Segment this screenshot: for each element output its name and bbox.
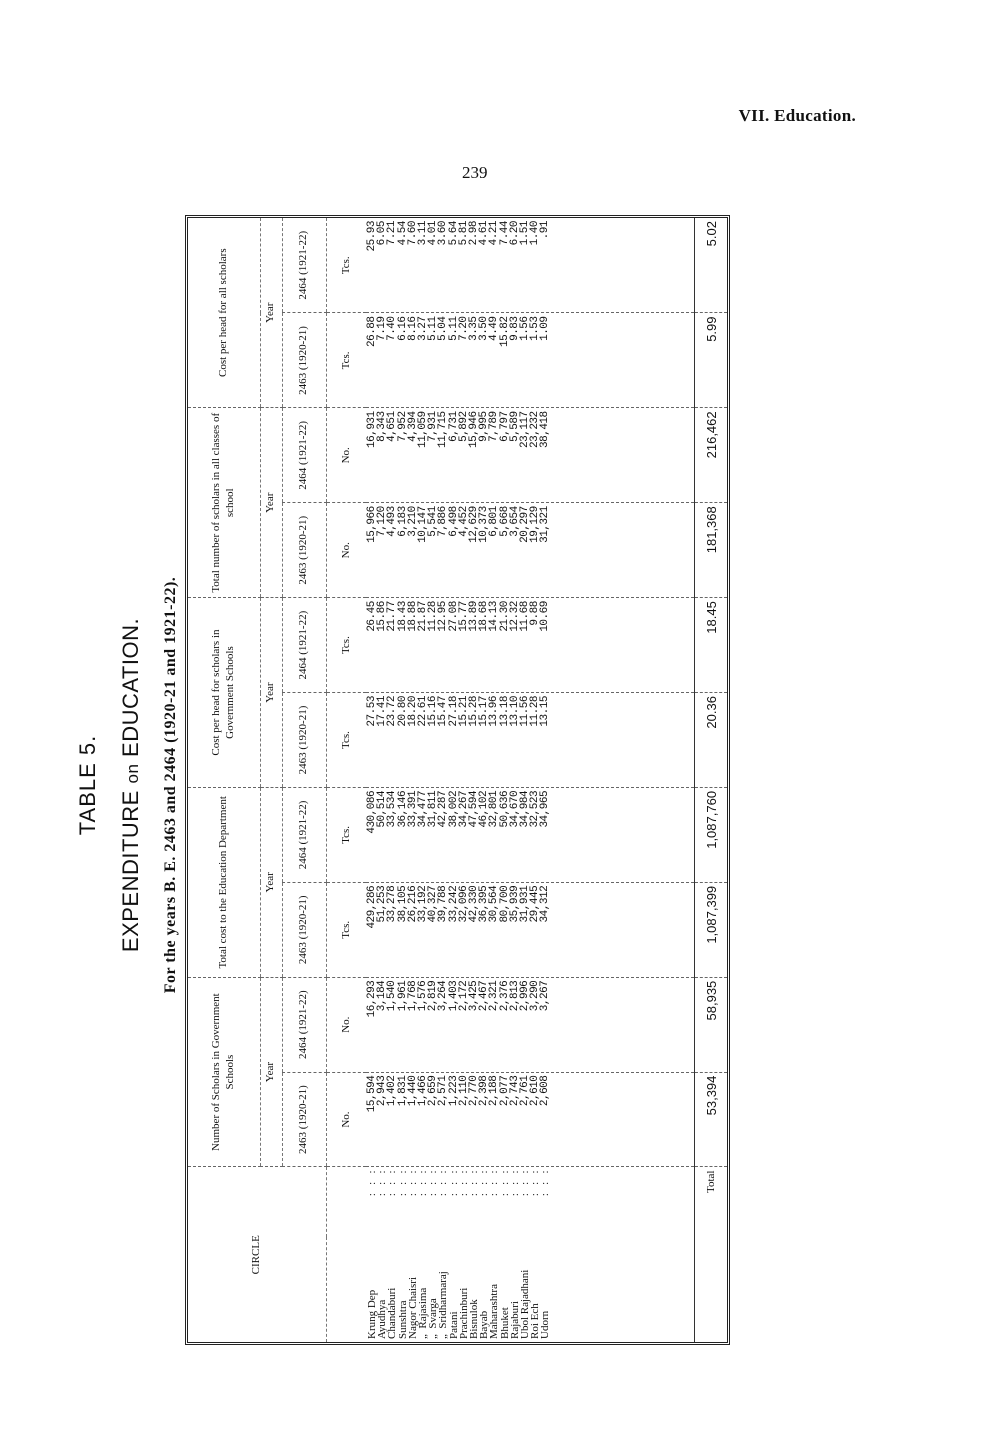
total-cost-2463: 1,087,399 (695, 882, 728, 977)
data-body-row (366, 218, 695, 1342)
year-label: Year (260, 598, 282, 788)
total-label: Total (695, 1167, 728, 1237)
expenditure-table (188, 218, 727, 1342)
unit-label: Tcs. (326, 787, 366, 882)
year-header-2464: 2464 (1921-22) (282, 977, 326, 1072)
cost-head-all-2463-column: 26.88 7.19 7.40 6.16 8.16 3.27 5.11 5.04 5.11 7.20 3.35 3.50 4.49 15.82 9.83 1.56 1.53 1.09 (366, 313, 695, 408)
year-header-2463: 2463 (1920-21) (282, 503, 326, 598)
page-number: 239 (462, 163, 488, 182)
year-header-2464: 2464 (1921-22) (297, 230, 310, 300)
total-cost-head-gov-2464: 18.45 (695, 598, 728, 693)
unit-label: No. (326, 408, 366, 503)
circle-names-column: Krung Dep Ayudhya Chandaburi Sunshtra Nagor Chaisri „ Rajasima „ Svarga „ Sridharmaraj Patani Prachinburi Bisnulok Bayab Maharashtra Bhuket Rajaburi Ubol Rajadhani Roi Ech Udorn (366, 1269, 552, 1339)
group-header-scholars-all: Total number of scholars in all classes of school (188, 408, 260, 598)
year-header-2464: 2464 (1921-22) (282, 598, 326, 693)
unit-label: Tcs. (326, 598, 366, 693)
total-cost-2464-column: 430,086 50,514 33,534 36,146 33,391 34,477 31,811 42,287 38,002 34,267 47,594 46,102 32,801 50,636 34,670 34,984 32,523 34,965 (366, 787, 695, 882)
total-scholars-gov-2464: 58,935 (695, 977, 728, 1072)
scholars-gov-2464-column: 16,293 3,184 1,540 1,961 1,768 1,576 2,819 3,264 1,403 2,172 3,425 2,467 2,321 2,376 2,813 2,996 3,290 3,267 (366, 977, 695, 1072)
unit-label: Tcs. (326, 313, 366, 408)
total-cost-head-all-2463: 5.99 (695, 313, 728, 408)
unit-label: Tcs. (326, 693, 366, 788)
unit-label: Tcs. (340, 256, 353, 275)
circle-header: CIRCLE (188, 1167, 326, 1342)
scholars-all-2464-column: 16,931 8,343 4,651 7,952 4,394 11,059 7,931 11,715 6,731 5,892 15,946 9,995 7,789 6,797 5,589 23,117 23,232 38,418 (366, 408, 695, 503)
group-header-scholars-gov: Number of Scholars in Government Schools (188, 977, 260, 1167)
group-header-total-cost: Total cost to the Education Department (188, 787, 260, 977)
title-word-on: on (123, 763, 142, 784)
total-scholars-gov-2463: 53,394 (695, 1072, 728, 1167)
title-word-expenditure: EXPENDITURE (118, 790, 143, 953)
group-header-cost-head-gov: Cost per head for scholars in Government Schools (188, 598, 260, 788)
total-cost-head-gov-2463: 20.36 (695, 693, 728, 788)
total-cost-2464: 1,087,760 (695, 787, 728, 882)
cost-head-gov-2464-column: 26.45 15.86 21.77 18.43 18.88 21.87 11.28 12.95 27.08 15.77 13.89 18.68 14.13 21.30 12.32 11.68 9.88 10.69 (366, 598, 695, 693)
unit-label: No. (326, 977, 366, 1072)
year-header-2463: 2463 (1920-21) (282, 693, 326, 788)
leader-dots-column: : : : : : : : : : : : : : : : : : : : : : : : : : : : : : : : : : : : : : : : : : : : : : : : : : : : : : : (366, 1167, 695, 1237)
group-header-cost-head-all: Cost per head for all scholars (216, 248, 229, 377)
year-label: Year (260, 977, 282, 1167)
total-scholars-all-2463: 181,368 (695, 503, 728, 598)
year-header-2463: 2463 (1920-21) (282, 313, 326, 408)
year-label: Year (260, 787, 282, 977)
year-header-2464: 2464 (1921-22) (282, 787, 326, 882)
total-scholars-all-2464: 216,462 (695, 408, 728, 503)
scholars-gov-2463-column: 15,594 2,943 1,402 1,831 1,440 1,466 2,659 2,571 1,223 2,110 2,770 2,398 2,188 2,077 2,743 2,761 2,610 2,608 (366, 1072, 695, 1167)
unit-label: No. (326, 1072, 366, 1167)
rotated-table-page (70, 185, 870, 1385)
title-word-education: EDUCATION. (118, 617, 143, 757)
expenditure-table-frame (185, 215, 730, 1345)
total-row (695, 218, 728, 1342)
unit-label: No. (326, 503, 366, 598)
table-title (118, 185, 144, 1385)
year-header-2464: 2464 (1921-22) (282, 408, 326, 503)
table-subtitle: For the years B. E. 2463 and 2464 (1920-21 and 1921-22). (162, 576, 179, 994)
unit-label: Tcs. (326, 882, 366, 977)
total-cost-2463-column: 429,286 51,253 33,278 38,105 26,216 33,192 40,327 39,788 33,242 32,096 42,330 36,395 30,564 80,700 35,939 31,931 29,445 34,312 (366, 882, 695, 977)
year-label: Year (260, 408, 282, 598)
cost-head-all-2464-column: 25.93 6.05 7.21 4.54 7.60 3.11 4.01 3.60 5.64 5.81 2.98 4.61 4.21 7.44 6.20 1.51 1.40 .91 (366, 221, 552, 252)
year-label: Year (264, 302, 277, 323)
cost-head-gov-2463-column: 27.53 17.41 23.72 20.80 18.20 22.61 15.16 15.47 27.18 15.21 15.28 15.17 13.96 13.18 13.10 11.56 11.28 13.15 (366, 693, 695, 788)
year-header-2463: 2463 (1920-21) (282, 882, 326, 977)
table-number: TABLE 5. (75, 734, 100, 836)
year-header-2463: 2463 (1920-21) (282, 1072, 326, 1167)
scholars-all-2463-column: 15,966 7,120 4,493 6,183 3,210 10,147 5,541 7,886 6,498 4,452 12,629 10,373 6,801 5,668 3,654 20,297 19,129 31,321 (366, 503, 695, 598)
total-cost-head-all-2464: 5.02 (695, 218, 728, 313)
section-heading: VII. Education. (738, 106, 856, 125)
